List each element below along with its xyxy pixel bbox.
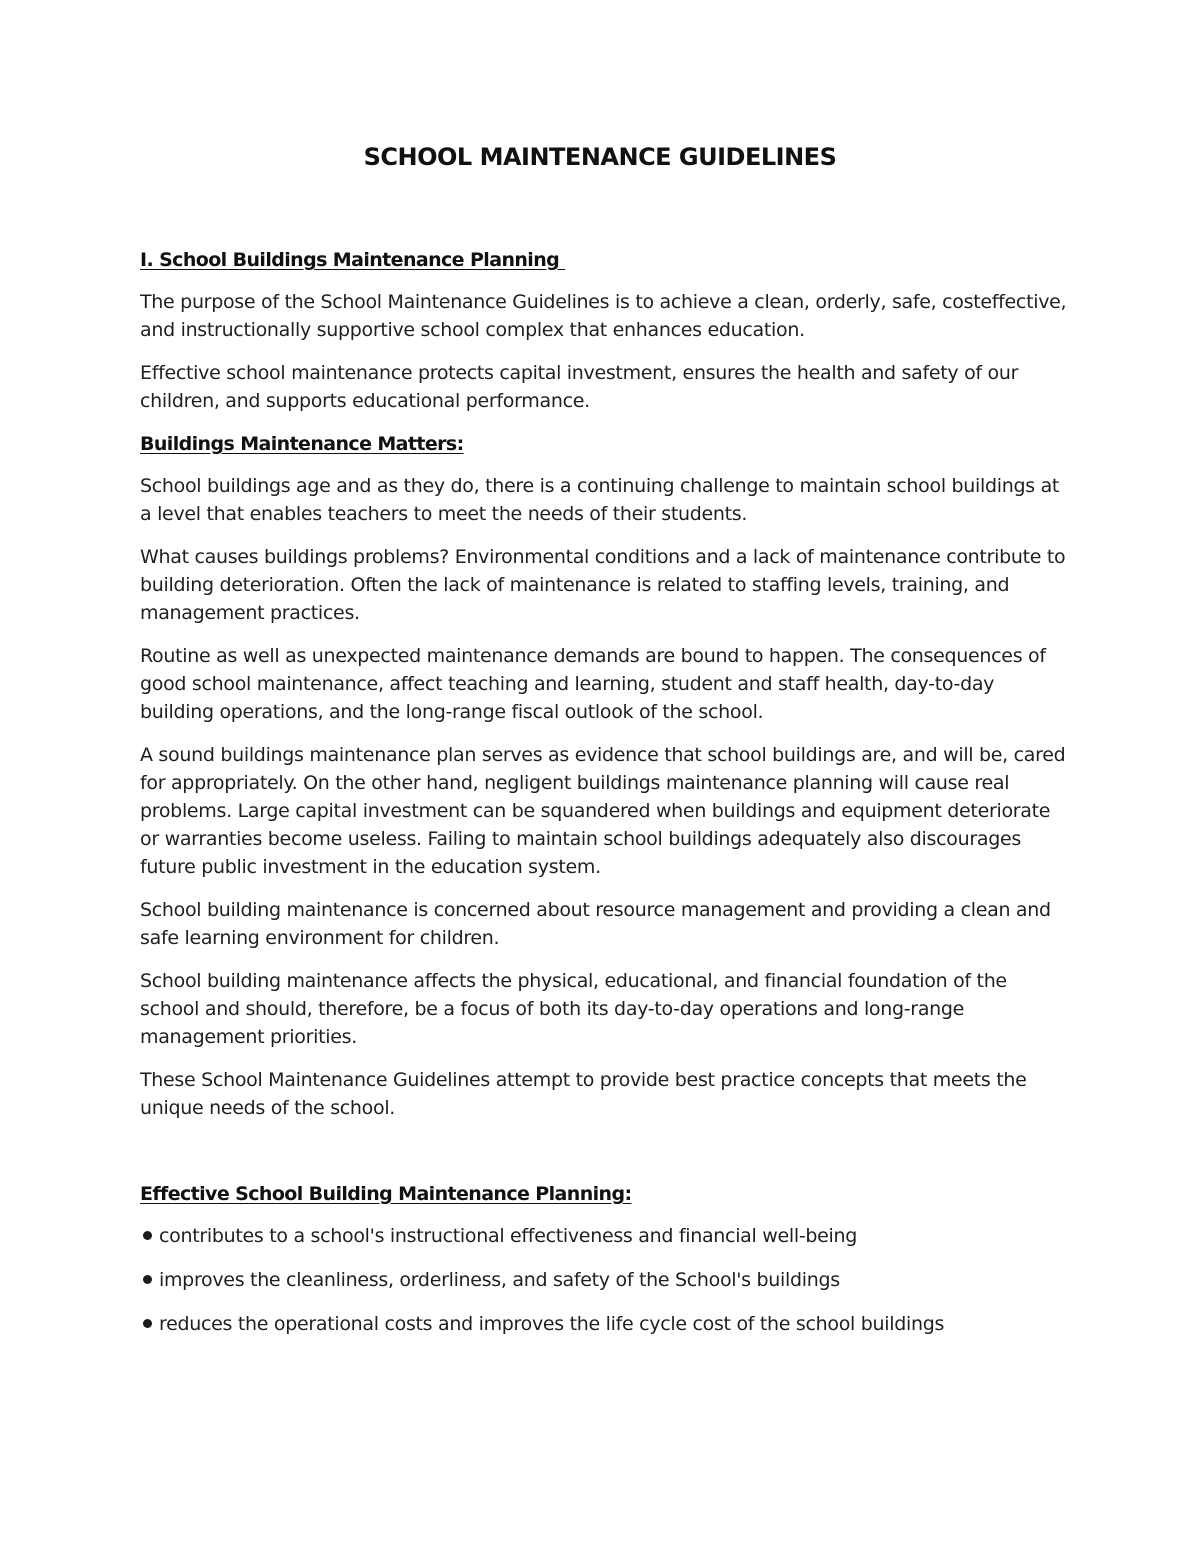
benefits-list: [140, 1222, 1070, 1338]
list-item: [140, 1266, 1070, 1294]
document-title: SCHOOL MAINTENANCE GUIDELINES: [363, 143, 837, 171]
list-item-text: reduces the operational costs and improves the life cycle cost of the school buildings: [159, 1313, 945, 1335]
document-body: [140, 246, 1070, 1354]
list-item-text: improves the cleanliness, orderliness, and safety of the School's buildings: [159, 1269, 840, 1291]
paragraph-effective-maintenance: Effective school maintenance protects capital investment, ensures the health and safety of our children, and supports educational performance.: [140, 362, 1019, 412]
section-heading-maintenance-planning: I. School Buildings Maintenance Planning: [140, 249, 566, 271]
paragraph-causes: What causes buildings problems? Environmental conditions and a lack of maintenance contribute to building deterioration. Often the lack of maintenance is related to staffing levels, training, and management practices.: [140, 546, 1066, 624]
paragraph-resource-management: School building maintenance is concerned about resource management and providing a clean and safe learning environment for children.: [140, 899, 1051, 949]
paragraph-purpose: The purpose of the School Maintenance Guidelines is to achieve a clean, orderly, safe, costeffective, and instructionally supportive school complex that enhances education.: [140, 291, 1067, 341]
bullet-icon: [143, 1319, 152, 1328]
list-item-text: contributes to a school's instructional effectiveness and financial well-being: [159, 1225, 858, 1247]
paragraph-foundation: School building maintenance affects the physical, educational, and financial foundation of the school and should, therefore, be a focus of both its day-to-day operations and long-range management priorities.: [140, 970, 1007, 1048]
paragraph-buildings-age: School buildings age and as they do, there is a continuing challenge to maintain school buildings at a level that enables teachers to meet the needs of their students.: [140, 475, 1060, 525]
bullet-icon: [143, 1231, 152, 1240]
section-heading-effective-planning: Effective School Building Maintenance Planning:: [140, 1183, 632, 1205]
paragraph-best-practice: These School Maintenance Guidelines attempt to provide best practice concepts that meets the unique needs of the school.: [140, 1069, 1027, 1119]
bullet-icon: [143, 1275, 152, 1284]
list-item: [140, 1310, 1070, 1338]
list-item: [140, 1222, 1070, 1250]
paragraph-routine: Routine as well as unexpected maintenance demands are bound to happen. The consequences of good school maintenance, affect teaching and learning, student and staff health, day-to-day building operations, and the long-range fiscal outlook of the school.: [140, 645, 1046, 723]
section-heading-maintenance-matters: Buildings Maintenance Matters:: [140, 433, 464, 455]
section-spacer: [140, 1137, 1070, 1180]
paragraph-sound-plan: A sound buildings maintenance plan serves as evidence that school buildings are, and will be, cared for appropriately. On the other hand, negligent buildings maintenance planning will cause real problems. Large capital investment can be squandered when buildings and equipment deteriorate or warranties become useless. Failing to maintain school buildings adequately also discourages future public investment in the education system.: [140, 744, 1066, 878]
